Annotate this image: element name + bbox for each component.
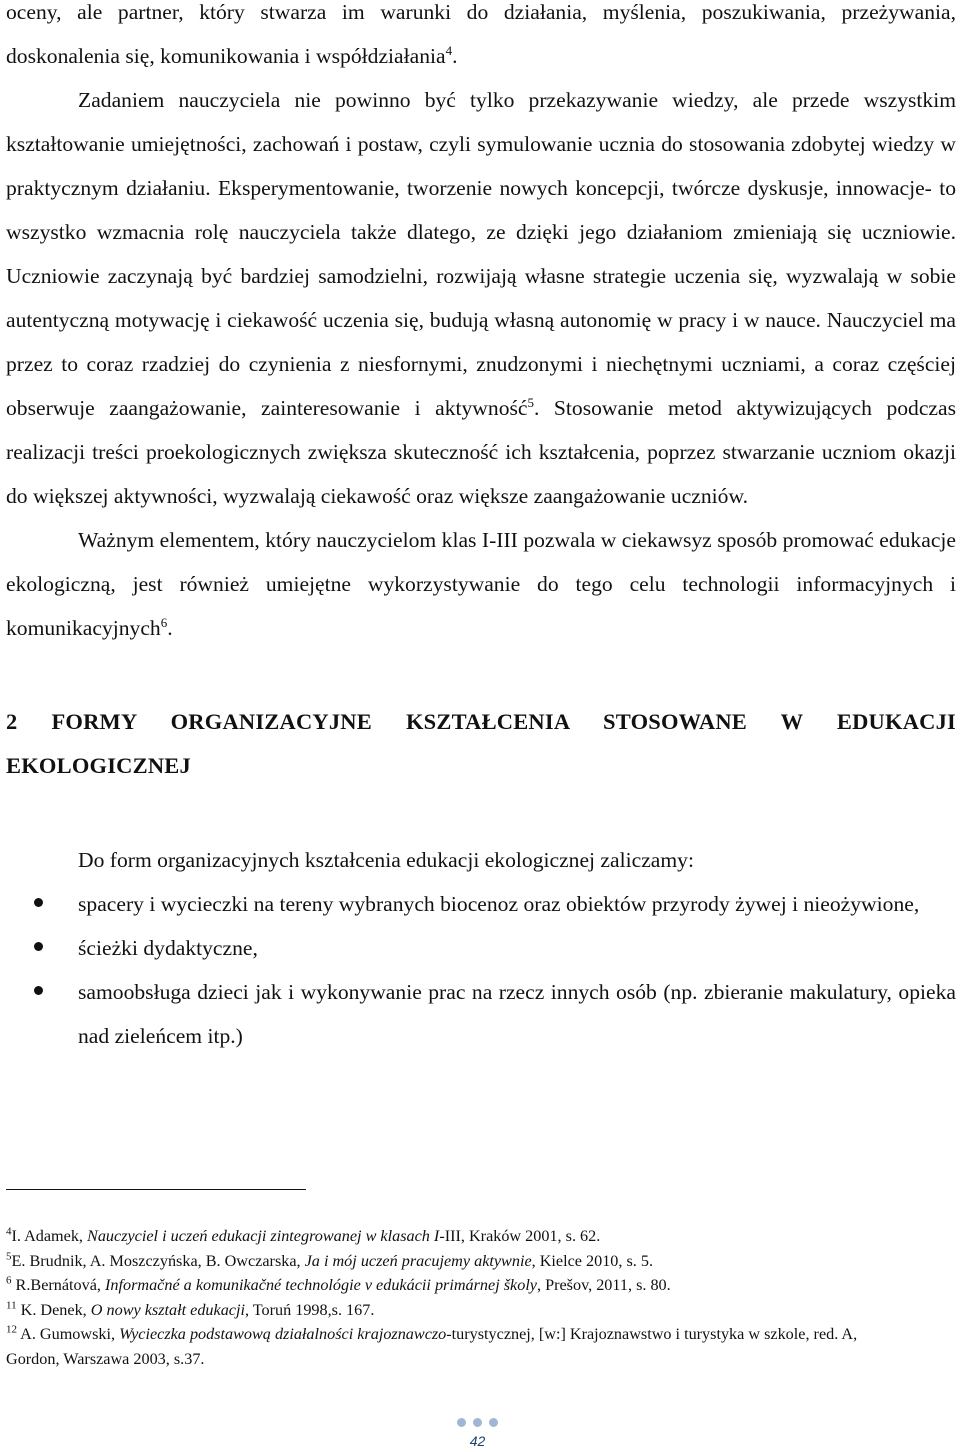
footnote-separator [6, 1189, 306, 1190]
footnote-11: $^{11}$ K. Denek, O nowy kształt edukacji, Toruń 1998,s. 167. [6, 1299, 375, 1319]
paragraph-2-end: . Stosowanie metod aktywizujących podczas realizacji treści proekologicznych zwiększa skuteczność ich kształcenia, poprzez stwarzanie uczniom okazji do większej aktywności, wyzwalają ciekawość oraz większe zaangażowanie uczniów. [6, 396, 956, 508]
footnote-6: $^6$ R.Bernátová, Informačné a komunikačné technológie v edukácii primárnej školy, Prešov, 2011, s. 80. [6, 1274, 671, 1295]
decorative-dots-icon [0, 1418, 960, 1427]
list-item: spacery i wycieczki na tereny wybranych biocenoz oraz obiektów przyrody żywej i nieożywione, [6, 882, 956, 926]
paragraph-1 [6, 0, 956, 78]
footnote-ref-5[interactable]: 5 [527, 394, 534, 410]
page-number: 42 [469, 1433, 486, 1449]
document-page [6, 0, 956, 1058]
footnote-4: $^4$I. Adamek, Nauczyciel i uczeń edukacji zintegrowanej w klasach I-III, Kraków 2001, s. 62. [6, 1225, 601, 1245]
footnote-5: $^5$E. Brudnik, A. Moszczyńska, B. Owczarska, Ja i mój uczeń pracujemy aktywnie, Kielce 2010, s. 5. [6, 1250, 654, 1270]
footnote-ref-6[interactable]: 6 [160, 614, 168, 630]
bullet-icon [34, 898, 43, 907]
paragraph-1-end: . [452, 44, 458, 68]
list-item: ścieżki dydaktyczne, [6, 926, 956, 970]
paragraph-2-text: Zadaniem nauczyciela nie powinno być tylko przekazywanie wiedzy, ale przede wszystkim kształtowanie umiejętności, zachowań i postaw, czyli symulowanie ucznia do stosowania zdobytej wiedzy w praktycznym działaniu. Eksperymentowanie, tworzenie nowych koncepcji, twórcze dyskusje, innowacje- to wszystko wzmacnia rolę nauczyciela także dlatego, ze dzięki jego działaniom zmieniają się uczniowie. Uczniowie zaczynają być bardziej samodzielni, rozwijają własne strategie uczenia się, wyzwalają w sobie autentyczną motywację i ciekawość uczenia się, budują własną autonomię w pracy i w nauce. Nauczyciel ma przez to coraz rzadziej do czynienia z niesfornymi, znudzonymi i niechętnymi uczniami, a coraz częściej obserwuje zaangażowanie, zainteresowanie i aktywność [6, 88, 956, 420]
paragraph-2 [6, 78, 956, 518]
paragraph-1-text: oceny, ale partner, który stwarza im warunki do działania, myślenia, poszukiwania, przeżywania, doskonalenia się, komunikowania i współdziałania [6, 0, 956, 68]
page-footer [0, 1418, 960, 1449]
bullet-icon [34, 942, 43, 951]
paragraph-3 [6, 518, 956, 650]
footnote-12: $^{12}$ A. Gumowski, Wycieczka podstawową działalności krajoznawczo-turystycznej, [w:] Krajoznawstwo i turystyka w szkole, red. A, Gordon, Warszawa 2003, s.37. [6, 1323, 858, 1368]
section-heading: 2 FORMY ORGANIZACYJNE KSZTAŁCENIA STOSOWANE W EDUKACJI EKOLOGICZNEJ [6, 709, 956, 778]
footnote-ref-4[interactable]: 4 [445, 42, 453, 58]
bullet-icon [34, 986, 43, 995]
forms-list [6, 882, 956, 1058]
footnotes [6, 1224, 906, 1372]
paragraph-3-end: . [167, 616, 173, 640]
paragraph-3-text: Ważnym elementem, który nauczycielom klas I-III pozwala w ciekawsyz sposób promować edukacje ekologiczną, jest również umiejętne wykorzystywanie do tego celu technologii informacyjnych i komunikacyjnych [6, 528, 956, 640]
section-intro: Do form organizacyjnych kształcenia edukacji ekologicznej zaliczamy: [78, 848, 694, 872]
list-item: samoobsługa dzieci jak i wykonywanie prac na rzecz innych osób (np. zbieranie makulatury, opieka nad zieleńcem itp.) [6, 970, 956, 1058]
